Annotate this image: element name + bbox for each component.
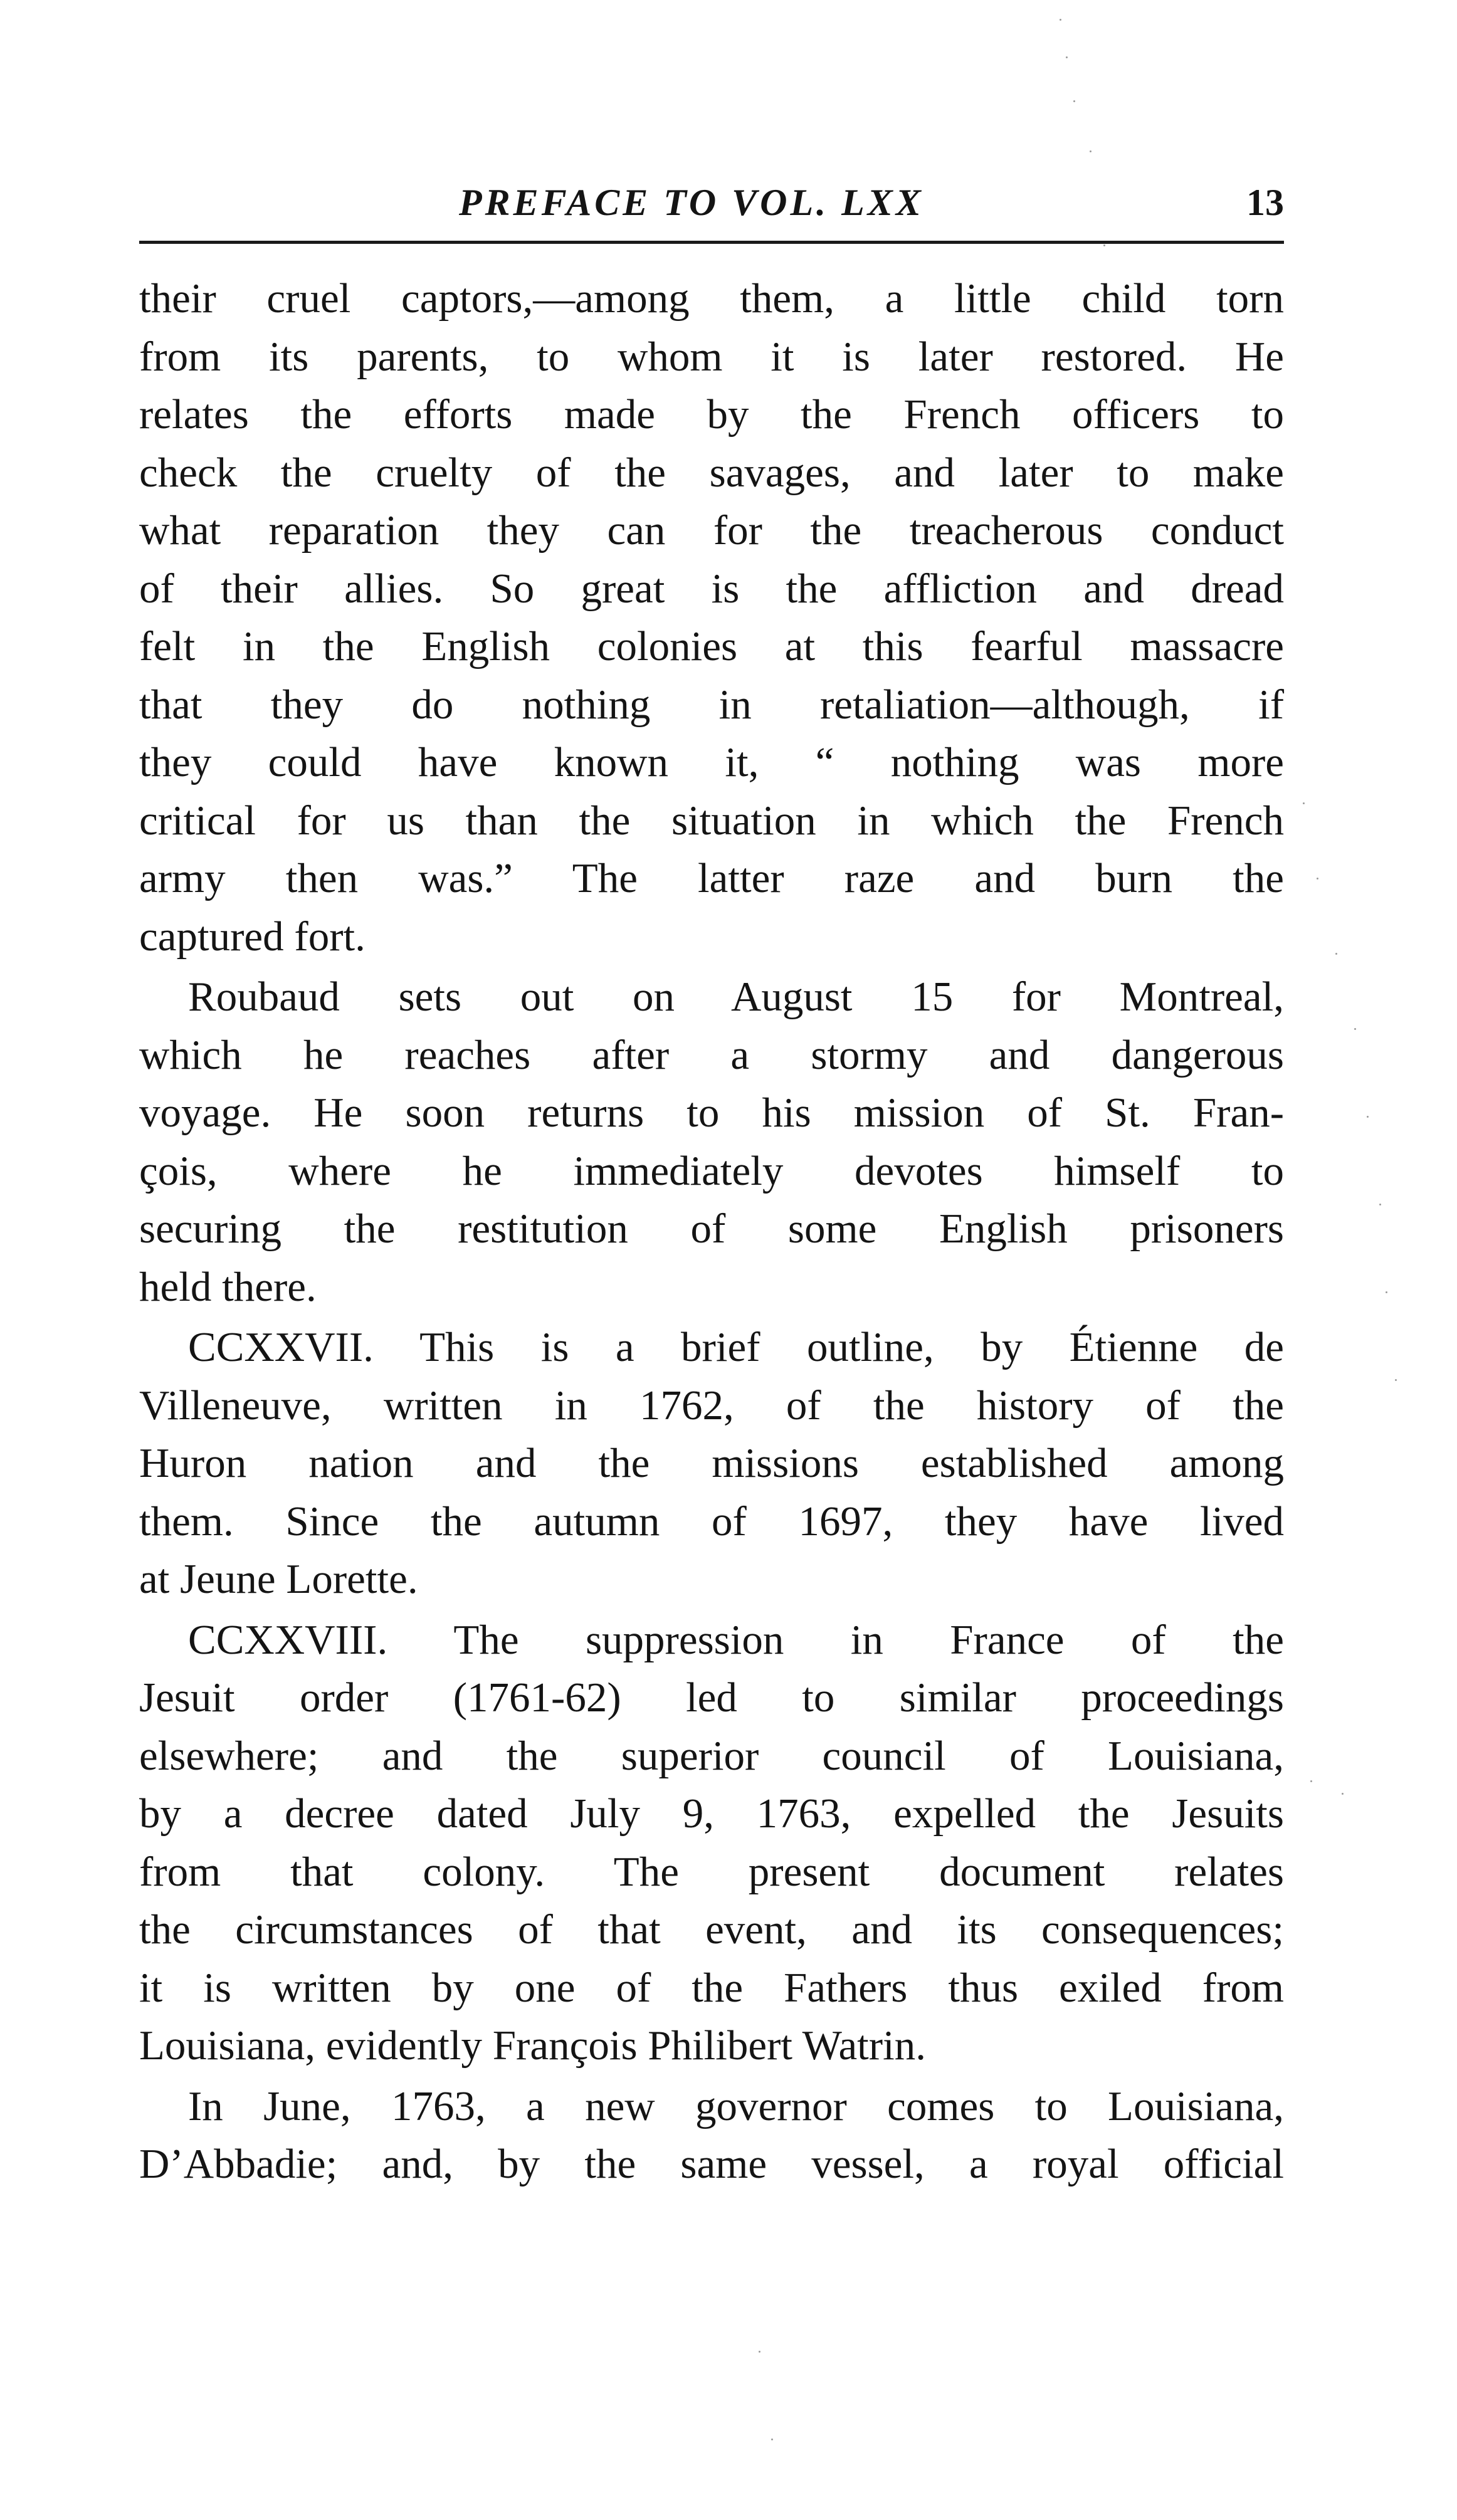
page-number: 13: [1246, 182, 1284, 223]
header-rule: [139, 241, 1284, 244]
paragraph: [139, 2077, 1284, 2193]
text-line: their cruel captors,—among them, a little child torn: [139, 275, 1284, 322]
running-title: PREFACE TO VOL. LXX: [459, 182, 924, 223]
text-line: army then was.” The latter raze and burn the: [139, 855, 1284, 901]
text-line: they could have known it, “ nothing was more: [139, 739, 1284, 785]
text-line: critical for us than the situation in which the French: [139, 797, 1284, 844]
text-line: Villeneuve, written in 1762, of the history of the: [139, 1382, 1284, 1429]
text-line: çois, where he immediately devotes himself to: [139, 1147, 1284, 1194]
paragraph: [139, 1611, 1284, 2075]
text-line: CCXXVII. This is a brief outline, by Étienne de: [188, 1324, 1284, 1370]
text-line: at Jeune Lorette.: [139, 1556, 418, 1602]
text-line: elsewhere; and the superior council of Louisiana,: [139, 1732, 1284, 1779]
body-text: [139, 270, 1284, 2193]
text-line: from its parents, to whom it is later restored. He: [139, 333, 1284, 380]
text-line: check the cruelty of the savages, and later to make: [139, 449, 1284, 496]
text-line: D’Abbadie; and, by the same vessel, a royal official: [139, 2141, 1284, 2187]
paragraph: [139, 270, 1284, 965]
text-line: securing the restitution of some English prisoners: [139, 1205, 1284, 1252]
running-head: [139, 177, 1284, 228]
text-line: Roubaud sets out on August 15 for Montreal,: [188, 974, 1284, 1020]
text-line: that they do nothing in retaliation—although, if: [139, 681, 1284, 728]
text-line: from that colony. The present document relates: [139, 1848, 1284, 1895]
text-line: captured fort.: [139, 913, 366, 960]
text-line: the circumstances of that event, and its consequences;: [139, 1906, 1284, 1953]
text-line: what reparation they can for the treacherous conduct: [139, 507, 1284, 554]
text-line: felt in the English colonies at this fearful massacre: [139, 623, 1284, 669]
text-line: Jesuit order (1761-62) led to similar proceedings: [139, 1674, 1284, 1721]
text-line: Huron nation and the missions established among: [139, 1440, 1284, 1486]
text-line: In June, 1763, a new governor comes to Louisiana,: [188, 2082, 1284, 2129]
text-line: CCXXVIII. The suppression in France of the: [188, 1616, 1284, 1663]
text-line: voyage. He soon returns to his mission of St. Fran-: [139, 1089, 1284, 1136]
text-line: Louisiana, evidently François Philibert Watrin.: [139, 2022, 926, 2069]
text-line: by a decree dated July 9, 1763, expelled the Jesuits: [139, 1790, 1284, 1837]
text-line: relates the efforts made by the French officers to: [139, 391, 1284, 438]
paragraph: [139, 968, 1284, 1316]
text-line: of their allies. So great is the affliction and dread: [139, 565, 1284, 612]
text-line: it is written by one of the Fathers thus exiled from: [139, 1964, 1284, 2011]
text-line: held there.: [139, 1263, 317, 1310]
paragraph: [139, 1318, 1284, 1609]
text-line: them. Since the autumn of 1697, they have lived: [139, 1498, 1284, 1545]
text-line: which he reaches after a stormy and dangerous: [139, 1031, 1284, 1078]
